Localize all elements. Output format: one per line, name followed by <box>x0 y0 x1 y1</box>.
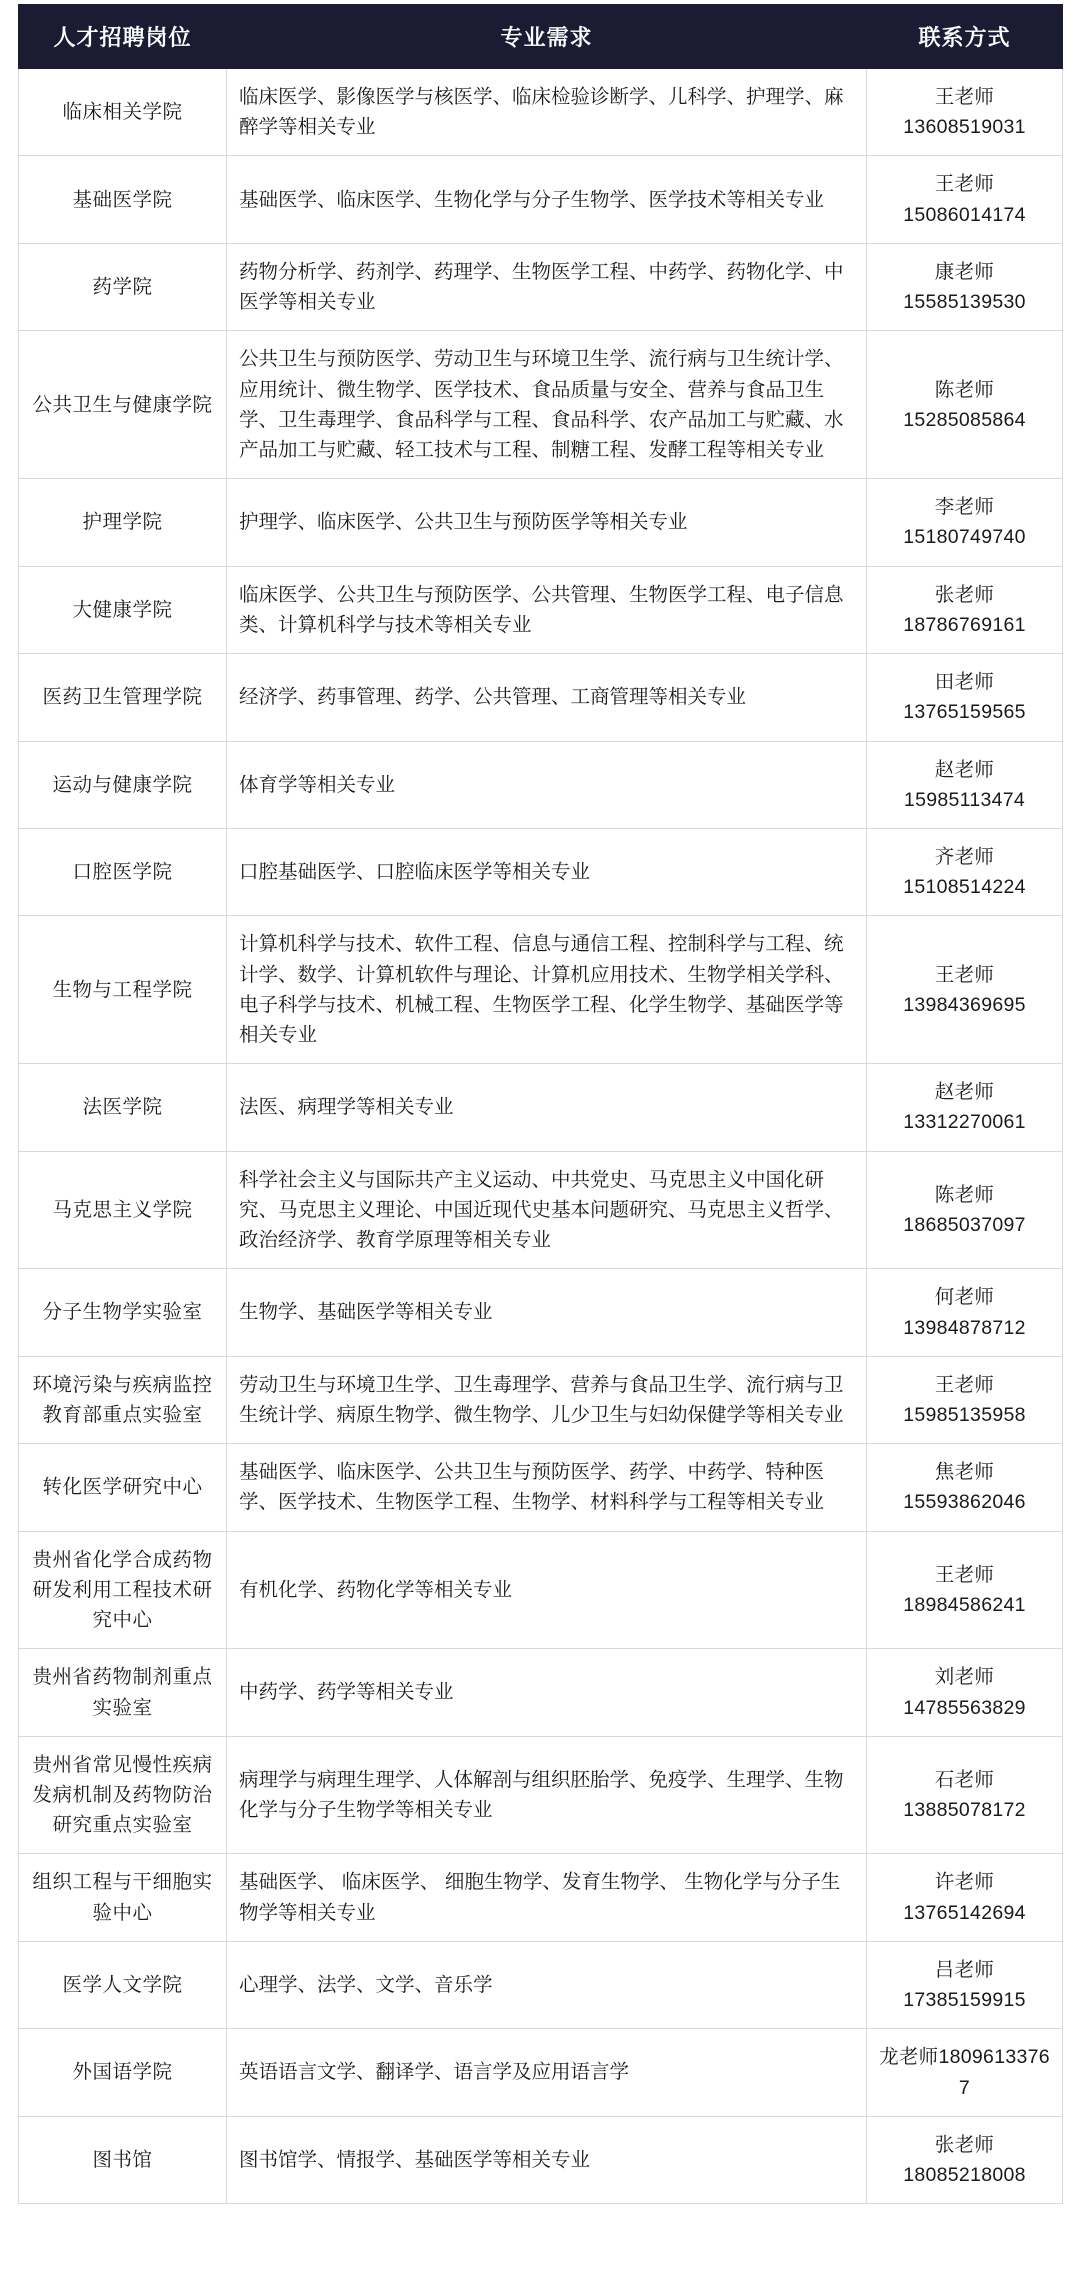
table-row <box>19 156 1063 243</box>
table-row <box>19 243 1063 330</box>
table-row <box>19 1356 1063 1443</box>
cell-major: 基础医学、 临床医学、 细胞生物学、发育生物学、 生物化学与分子生物学等相关专业 <box>227 1854 867 1941</box>
cell-position: 贵州省药物制剂重点实验室 <box>19 1649 227 1736</box>
cell-contact <box>867 69 1063 156</box>
contact-phone: 13312270061 <box>903 1111 1026 1134</box>
table-row <box>19 1736 1063 1854</box>
cell-contact <box>867 156 1063 243</box>
cell-contact <box>867 243 1063 330</box>
table-row <box>19 1064 1063 1151</box>
contact-phone: 13984878712 <box>903 1316 1026 1339</box>
cell-major: 临床医学、公共卫生与预防医学、公共管理、生物医学工程、电子信息类、计算机科学与技术等相关专业 <box>227 566 867 653</box>
contact-phone: 13608519031 <box>903 116 1026 139</box>
contact-phone: 15585139530 <box>903 291 1026 314</box>
cell-major: 心理学、法学、文学、音乐学 <box>227 1941 867 2028</box>
cell-contact <box>867 1269 1063 1356</box>
cell-major: 计算机科学与技术、软件工程、信息与通信工程、控制科学与工程、统计学、数学、计算机软件与理论、计算机应用技术、生物学相关学科、电子科学与技术、机械工程、生物医学工程、化学生物学、基础医学等相关专业 <box>227 916 867 1064</box>
table-row <box>19 2116 1063 2203</box>
cell-contact <box>867 1444 1063 1531</box>
table-row <box>19 2029 1063 2116</box>
contact-phone: 15086014174 <box>903 203 1026 226</box>
cell-contact <box>867 479 1063 566</box>
cell-contact <box>867 1941 1063 2028</box>
cell-major: 图书馆学、情报学、基础医学等相关专业 <box>227 2116 867 2203</box>
cell-position: 临床相关学院 <box>19 69 227 156</box>
cell-major: 口腔基础医学、口腔临床医学等相关专业 <box>227 828 867 915</box>
contact-name: 赵老师 <box>934 758 995 781</box>
cell-position: 护理学院 <box>19 479 227 566</box>
contact-phone: 15285085864 <box>903 408 1026 431</box>
cell-contact <box>867 1531 1063 1649</box>
contact-phone: 15985113474 <box>903 788 1026 811</box>
table-row <box>19 1649 1063 1736</box>
contact-name: 陈老师 <box>934 378 995 401</box>
cell-contact <box>867 1854 1063 1941</box>
contact-name: 焦老师 <box>934 1461 995 1484</box>
table-header-row <box>19 5 1063 69</box>
cell-contact <box>867 2116 1063 2203</box>
contact-phone: 13984369695 <box>903 993 1026 1016</box>
cell-position: 大健康学院 <box>19 566 227 653</box>
cell-position: 转化医学研究中心 <box>19 1444 227 1531</box>
cell-contact <box>867 1649 1063 1736</box>
cell-contact <box>867 1356 1063 1443</box>
contact-name: 王老师 <box>934 173 995 196</box>
contact-phone: 18096133767 <box>938 2046 1050 2099</box>
contact-name: 张老师 <box>934 2133 995 2156</box>
table-body <box>19 69 1063 2204</box>
cell-position: 组织工程与干细胞实验中心 <box>19 1854 227 1941</box>
cell-major: 药物分析学、药剂学、药理学、生物医学工程、中药学、药物化学、中医学等相关专业 <box>227 243 867 330</box>
cell-major: 护理学、临床医学、公共卫生与预防医学等相关专业 <box>227 479 867 566</box>
contact-name: 吕老师 <box>934 1958 995 1981</box>
contact-phone: 13765159565 <box>903 701 1026 724</box>
table-header <box>19 5 1063 69</box>
contact-phone: 15593862046 <box>903 1491 1026 1514</box>
contact-name: 许老师 <box>934 1871 995 1894</box>
contact-name: 王老师 <box>934 86 995 108</box>
cell-major: 中药学、药学等相关专业 <box>227 1649 867 1736</box>
contact-phone: 14785563829 <box>903 1696 1026 1719</box>
cell-major: 基础医学、临床医学、生物化学与分子生物学、医学技术等相关专业 <box>227 156 867 243</box>
cell-position: 基础医学院 <box>19 156 227 243</box>
table-row <box>19 1151 1063 1269</box>
table-row <box>19 1444 1063 1531</box>
contact-name: 王老师 <box>934 1373 995 1396</box>
cell-position: 贵州省化学合成药物研发利用工程技术研究中心 <box>19 1531 227 1649</box>
table-row <box>19 1269 1063 1356</box>
cell-major: 法医、病理学等相关专业 <box>227 1064 867 1151</box>
contact-phone: 17385159915 <box>903 1989 1026 2012</box>
cell-position: 公共卫生与健康学院 <box>19 331 227 479</box>
contact-name: 李老师 <box>934 496 995 519</box>
contact-phone: 18085218008 <box>903 2163 1026 2186</box>
contact-name: 石老师 <box>934 1768 995 1791</box>
cell-position: 医学人文学院 <box>19 1941 227 2028</box>
cell-major: 经济学、药事管理、药学、公共管理、工商管理等相关专业 <box>227 654 867 741</box>
cell-position: 药学院 <box>19 243 227 330</box>
cell-contact <box>867 1736 1063 1854</box>
table-row <box>19 331 1063 479</box>
cell-major: 体育学等相关专业 <box>227 741 867 828</box>
cell-position: 医药卫生管理学院 <box>19 654 227 741</box>
cell-contact <box>867 2029 1063 2116</box>
contact-phone: 18984586241 <box>903 1593 1026 1616</box>
cell-major: 生物学、基础医学等相关专业 <box>227 1269 867 1356</box>
table-row <box>19 566 1063 653</box>
contact-phone: 15985135958 <box>903 1404 1026 1426</box>
cell-contact <box>867 331 1063 479</box>
column-header-position: 人才招聘岗位 <box>19 5 227 69</box>
table-row <box>19 1941 1063 2028</box>
table-row <box>19 741 1063 828</box>
cell-position: 口腔医学院 <box>19 828 227 915</box>
contact-phone: 18786769161 <box>903 613 1026 636</box>
cell-position: 环境污染与疾病监控教育部重点实验室 <box>19 1356 227 1443</box>
cell-major: 基础医学、临床医学、公共卫生与预防医学、药学、中药学、特种医学、医学技术、生物医学工程、生物学、材料科学与工程等相关专业 <box>227 1444 867 1531</box>
contact-name: 何老师 <box>934 1286 995 1309</box>
table-row <box>19 69 1063 156</box>
cell-position: 外国语学院 <box>19 2029 227 2116</box>
cell-contact <box>867 741 1063 828</box>
cell-position: 图书馆 <box>19 2116 227 2203</box>
cell-position: 运动与健康学院 <box>19 741 227 828</box>
cell-position: 分子生物学实验室 <box>19 1269 227 1356</box>
contact-name: 赵老师 <box>934 1081 995 1104</box>
cell-position: 法医学院 <box>19 1064 227 1151</box>
contact-phone: 13765142694 <box>903 1901 1026 1924</box>
table-row <box>19 654 1063 741</box>
cell-major: 公共卫生与预防医学、劳动卫生与环境卫生学、流行病与卫生统计学、应用统计、微生物学、医学技术、食品质量与安全、营养与食品卫生学、卫生毒理学、食品科学与工程、食品科学、农产品加工与贮藏、水产品加工与贮藏、轻工技术与工程、制糖工程、发酵工程等相关专业 <box>227 331 867 479</box>
contact-name: 张老师 <box>934 583 995 606</box>
cell-contact <box>867 566 1063 653</box>
cell-major: 病理学与病理生理学、人体解剖与组织胚胎学、免疫学、生理学、生物化学与分子生物学等相关专业 <box>227 1736 867 1854</box>
cell-major: 临床医学、影像医学与核医学、临床检验诊断学、儿科学、护理学、麻醉学等相关专业 <box>227 69 867 156</box>
contact-phone: 15108514224 <box>903 876 1026 899</box>
contact-name: 田老师 <box>934 671 995 694</box>
cell-major: 有机化学、药物化学等相关专业 <box>227 1531 867 1649</box>
table-row <box>19 916 1063 1064</box>
cell-position: 生物与工程学院 <box>19 916 227 1064</box>
cell-major: 科学社会主义与国际共产主义运动、中共党史、马克思主义中国化研究、马克思主义理论、中国近现代史基本问题研究、马克思主义哲学、政治经济学、教育学原理等相关专业 <box>227 1151 867 1269</box>
contact-name: 王老师 <box>934 963 995 986</box>
cell-contact <box>867 1064 1063 1151</box>
cell-contact <box>867 654 1063 741</box>
table-row <box>19 1531 1063 1649</box>
cell-contact <box>867 828 1063 915</box>
contact-name: 康老师 <box>934 260 995 283</box>
cell-contact <box>867 1151 1063 1269</box>
table-row <box>19 828 1063 915</box>
cell-position: 马克思主义学院 <box>19 1151 227 1269</box>
column-header-contact: 联系方式 <box>867 5 1063 69</box>
recruitment-table <box>18 4 1063 2204</box>
contact-name: 龙老师 <box>879 2046 939 2069</box>
table-row <box>19 479 1063 566</box>
contact-name: 陈老师 <box>934 1183 995 1206</box>
contact-name: 刘老师 <box>934 1666 995 1689</box>
contact-phone: 18685037097 <box>903 1214 1026 1237</box>
column-header-major: 专业需求 <box>227 5 867 69</box>
cell-major: 英语语言文学、翻译学、语言学及应用语言学 <box>227 2029 867 2116</box>
contact-phone: 15180749740 <box>903 526 1026 549</box>
contact-name: 王老师 <box>934 1563 995 1586</box>
table-row <box>19 1854 1063 1941</box>
cell-major: 劳动卫生与环境卫生学、卫生毒理学、营养与食品卫生学、流行病与卫生统计学、病原生物学、微生物学、儿少卫生与妇幼保健学等相关专业 <box>227 1356 867 1443</box>
cell-contact <box>867 916 1063 1064</box>
contact-name: 齐老师 <box>934 845 995 868</box>
cell-position: 贵州省常见慢性疾病发病机制及药物防治研究重点实验室 <box>19 1736 227 1854</box>
contact-phone: 13885078172 <box>903 1799 1026 1822</box>
